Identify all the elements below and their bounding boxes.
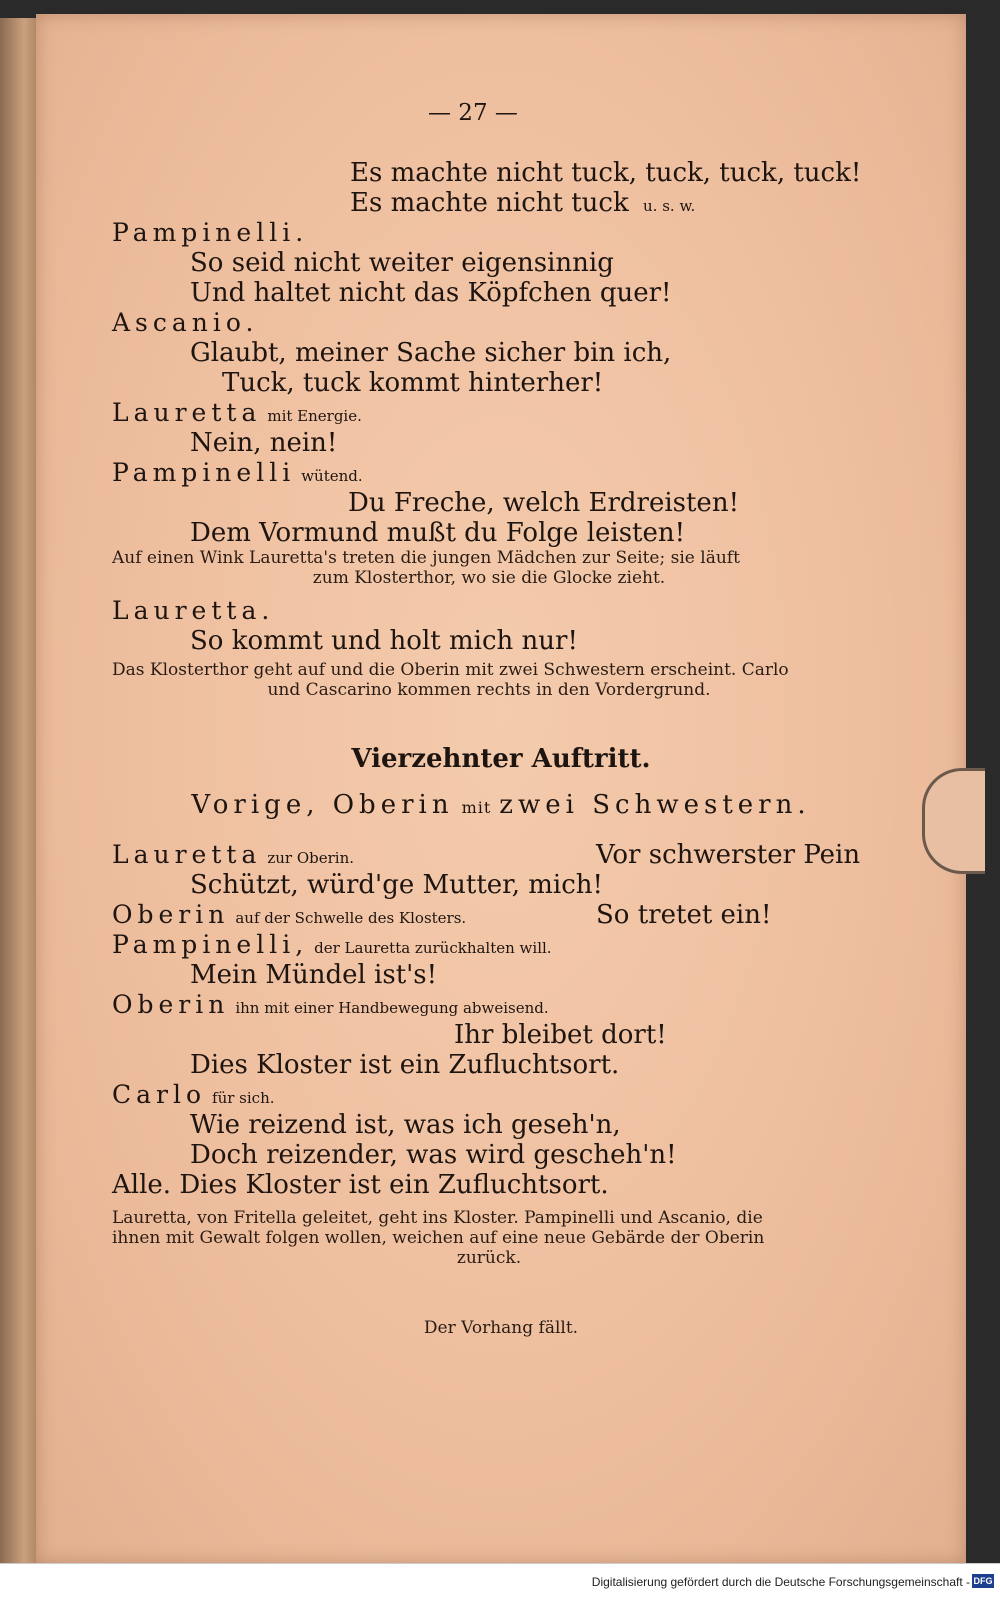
stage-direction: mit Energie. — [267, 407, 362, 425]
curtain-line: Der Vorhang fällt. — [423, 1318, 579, 1338]
footer-credit: Digitalisierung gefördert durch die Deutsche Forschungsgemeinschaft - — [591, 1575, 970, 1589]
stage-direction: auf der Schwelle des Klosters. — [235, 909, 467, 927]
speaker-name: Alle. — [112, 1170, 172, 1200]
stage-direction: zurück. — [456, 1248, 522, 1268]
verse-line: Mein Mündel ist's! — [190, 960, 438, 990]
stage-direction: Lauretta, von Fritella geleitet, geht ins Kloster. Pampinelli und Ascanio, die — [112, 1208, 763, 1228]
stage-direction: ihn mit einer Handbewegung abweisend. — [235, 999, 549, 1017]
verse-line: So seid nicht weiter eigensinnig — [190, 248, 614, 278]
verse-line: Tuck, tuck kommt hinterher! — [222, 368, 604, 398]
speaker-name: Carlo für sich. — [112, 1080, 275, 1109]
verse-line: Du Freche, welch Erdreisten! — [348, 488, 740, 518]
verse-line: Wie reizend ist, was ich geseh'n, — [190, 1110, 621, 1140]
verse-line: Schützt, würd'ge Mutter, mich! — [190, 870, 603, 900]
speaker-name: Pampinelli, der Lauretta zurückhalten will. — [112, 930, 552, 959]
stage-direction: Das Klosterthor geht auf und die Oberin mit zwei Schwestern erscheint. Carlo — [112, 660, 789, 680]
verse-line: So tretet ein! — [596, 900, 772, 930]
speaker-name: Lauretta. — [112, 596, 275, 625]
page-tab-marker — [922, 768, 985, 874]
stage-direction: Auf einen Wink Lauretta's treten die jungen Mädchen zur Seite; sie läuft — [112, 548, 740, 568]
page-number: — 27 — — [428, 100, 518, 126]
dfg-logo-icon: DFG — [973, 1576, 993, 1586]
verse-line: Ihr bleibet dort! — [454, 1020, 667, 1050]
speaker-name: Ascanio. — [112, 308, 259, 337]
stage-direction: ihnen mit Gewalt folgen wollen, weichen auf eine neue Gebärde der Oberin — [112, 1228, 765, 1248]
footer-bar — [0, 1563, 1000, 1600]
speaker-name: Lauretta zur Oberin. — [112, 840, 355, 869]
speaker-name: Oberin auf der Schwelle des Klosters. — [112, 900, 467, 929]
verse-line: So kommt und holt mich nur! — [190, 626, 578, 656]
verse-line: Dem Vormund mußt du Folge leisten! — [190, 518, 686, 548]
speaker-name: Pampinelli wütend. — [112, 458, 363, 487]
verse-line: Doch reizender, was wird gescheh'n! — [190, 1140, 677, 1170]
verse-line: Und haltet nicht das Köpfchen quer! — [190, 278, 672, 308]
stage-direction: für sich. — [212, 1089, 275, 1107]
verse-line: Dies Kloster ist ein Zufluchtsort. — [190, 1050, 620, 1080]
book-page — [36, 14, 966, 1564]
scene-characters: Vorige, Oberin mit zwei Schwestern. — [191, 790, 811, 820]
stage-direction: und Cascarino kommen rechts in den Vordergrund. — [267, 680, 711, 700]
verse-line: Nein, nein! — [190, 428, 338, 458]
verse-line: Es machte nicht tuck u. s. w. — [350, 188, 696, 218]
stage-direction: zum Klosterthor, wo sie die Glocke zieht. — [312, 568, 666, 588]
stage-direction: der Lauretta zurückhalten will. — [314, 939, 552, 957]
verse-line: Vor schwerster Pein — [596, 840, 861, 870]
stage-direction: wütend. — [301, 467, 363, 485]
verse-line: Es machte nicht tuck, tuck, tuck, tuck! — [350, 158, 862, 188]
verse-line: Alle. Dies Kloster ist ein Zufluchtsort. — [112, 1170, 609, 1200]
speaker-name: Pampinelli. — [112, 218, 309, 247]
scene-heading: Vierzehnter Auftritt. — [351, 744, 651, 774]
verse-line: Glaubt, meiner Sache sicher bin ich, — [190, 338, 672, 368]
speaker-name: Oberin ihn mit einer Handbewegung abweisend. — [112, 990, 549, 1019]
stage-direction: zur Oberin. — [267, 849, 355, 867]
speaker-name: Lauretta mit Energie. — [112, 398, 362, 427]
